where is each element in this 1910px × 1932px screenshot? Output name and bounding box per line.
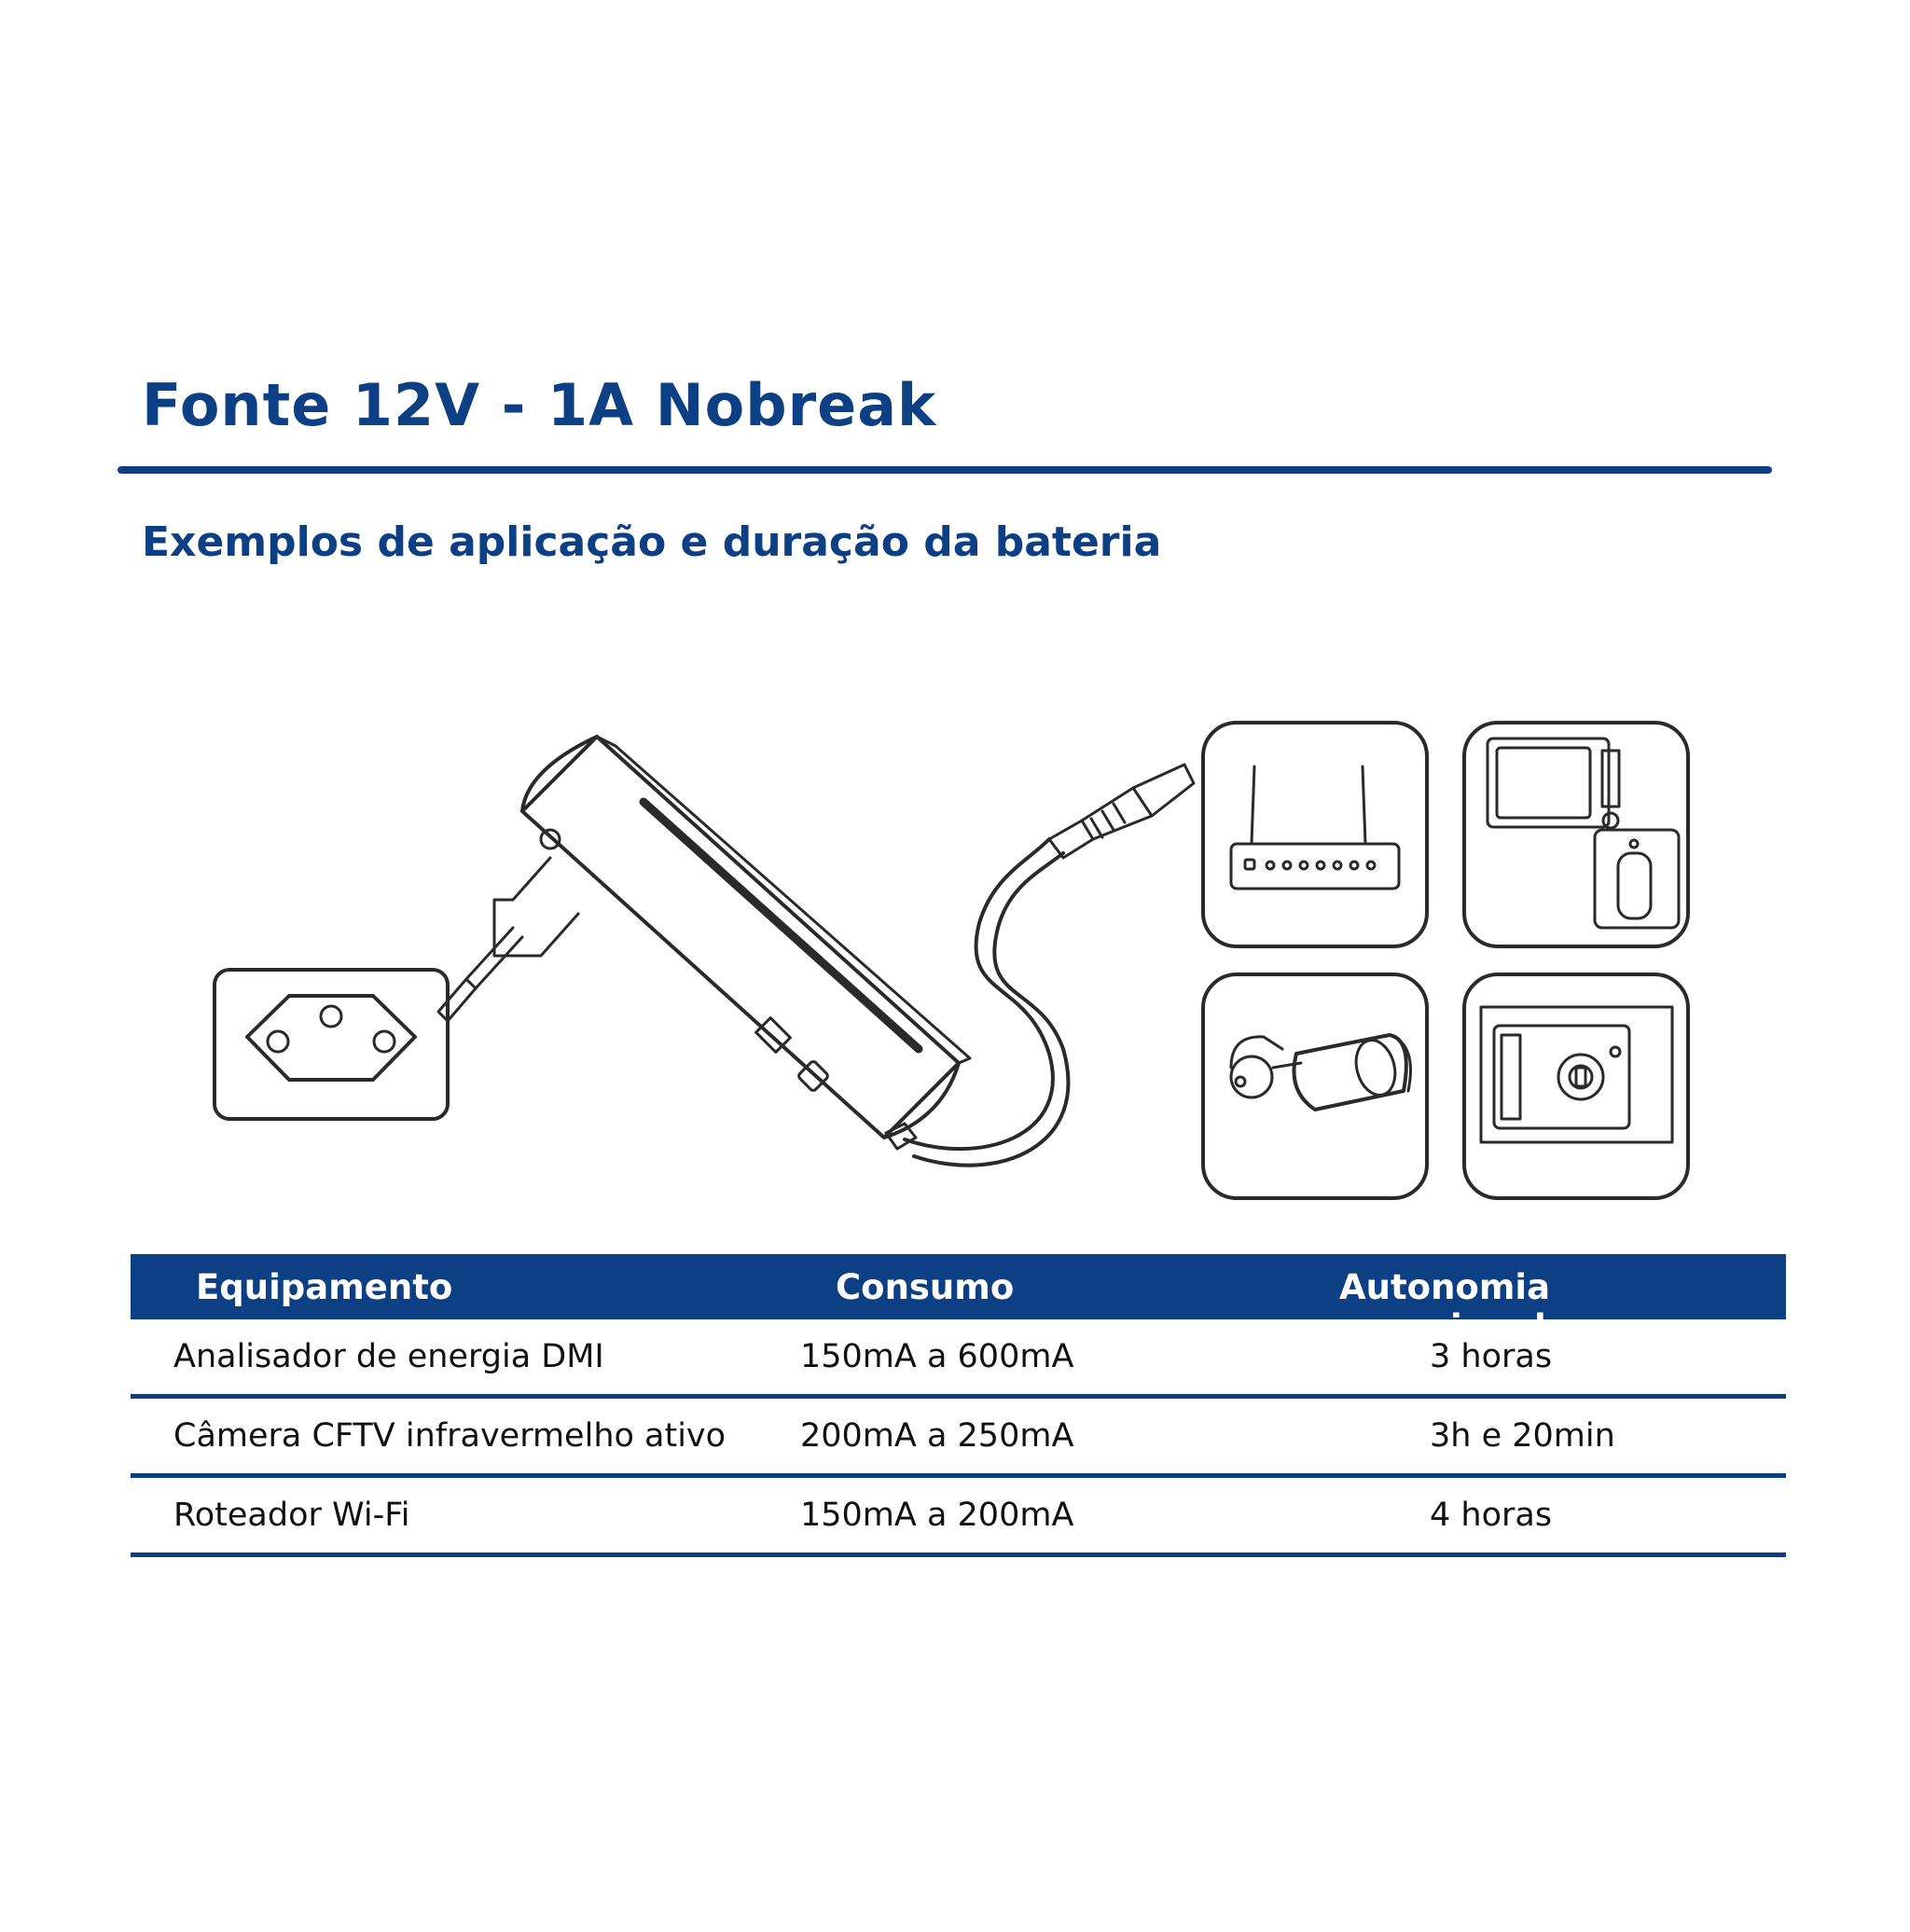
- header-consumption: Consumo: [836, 1267, 1015, 1307]
- cctv-camera-icon: [1203, 974, 1427, 1198]
- cell-equipment: Analisador de energia DMI: [173, 1338, 604, 1375]
- cell-equipment: Roteador Wi-Fi: [173, 1497, 410, 1534]
- cell-autonomy: 4 horas: [1430, 1497, 1553, 1534]
- cell-autonomy: 3 horas: [1430, 1338, 1553, 1375]
- header-equipment: Equipamento: [196, 1267, 453, 1307]
- cell-autonomy: 3h e 20min: [1430, 1417, 1615, 1455]
- energy-analyzer-icon: [1464, 723, 1688, 946]
- section-subtitle: Exemplos de aplicação e duração da bateria: [142, 518, 1162, 566]
- table-row: [131, 1319, 1786, 1399]
- cable-icon: [905, 765, 1194, 1166]
- cell-consumption: 150mA a 200mA: [800, 1497, 1074, 1534]
- table-header: [131, 1254, 1786, 1347]
- table-row: [131, 1399, 1786, 1478]
- electric-lock-icon: [1464, 974, 1688, 1198]
- cell-consumption: 200mA a 250mA: [800, 1417, 1074, 1455]
- cell-consumption: 150mA a 600mA: [800, 1338, 1074, 1375]
- header-autonomy: Autonomia aproximada: [1339, 1267, 1570, 1347]
- application-illustration: [159, 699, 1707, 1249]
- power-supply-icon: [438, 737, 970, 1149]
- router-icon: [1203, 723, 1427, 946]
- table-row: [131, 1478, 1786, 1557]
- battery-duration-table: [131, 1254, 1786, 1557]
- outlet-icon: [215, 970, 448, 1119]
- title-divider: [118, 466, 1772, 474]
- cell-equipment: Câmera CFTV infravermelho ativo: [173, 1417, 727, 1455]
- page-title: Fonte 12V - 1A Nobreak: [142, 371, 937, 439]
